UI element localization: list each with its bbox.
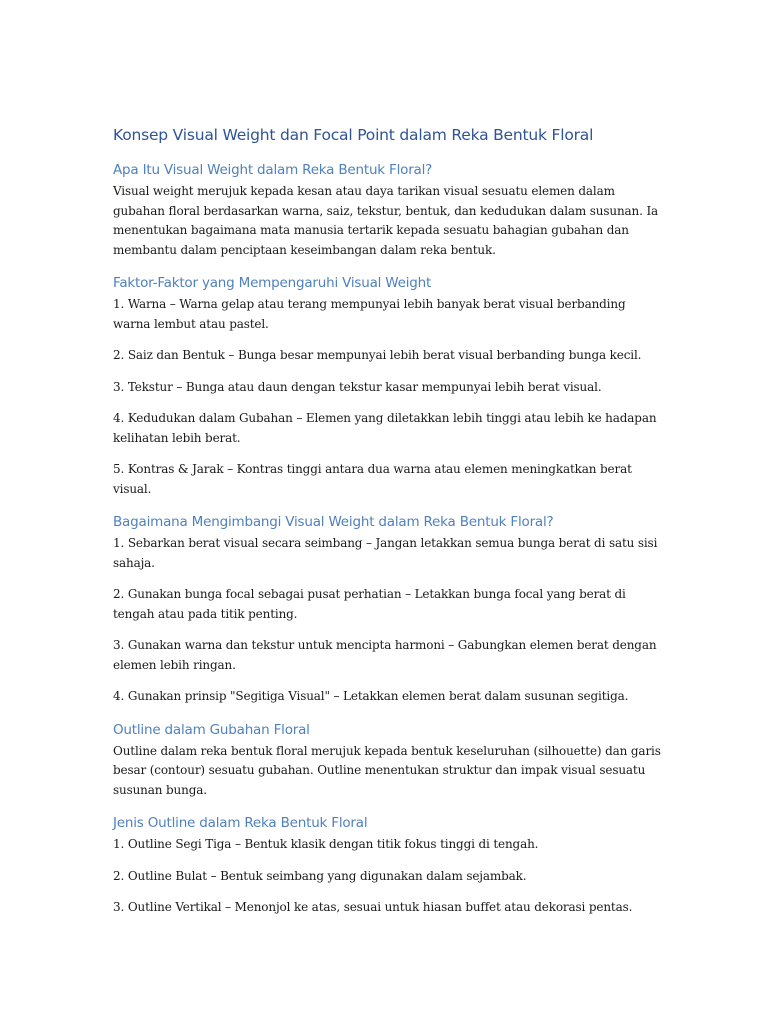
section-visual-weight-definition [113, 160, 661, 260]
section-outline-types [113, 813, 661, 918]
list-item: 5. Kontras & Jarak – Kontras tinggi antara dua warna atau elemen meningkatkan berat visual. [113, 462, 632, 496]
list-item: 2. Saiz dan Bentuk – Bunga besar mempunyai lebih berat visual berbanding bunga kecil. [113, 348, 642, 362]
section-balancing [113, 512, 661, 707]
document-title: Konsep Visual Weight dan Focal Point dalam Reka Bentuk Floral [113, 126, 594, 144]
list-item: 2. Outline Bulat – Bentuk seimbang yang digunakan dalam sejambak. [113, 868, 527, 883]
section-factors [113, 273, 661, 499]
list-item: 3. Outline Vertikal – Menonjol ke atas, sesuai untuk hiasan buffet atau dekorasi pentas. [113, 900, 633, 914]
paragraph: Visual weight merujuk kepada kesan atau daya tarikan visual sesuatu elemen dalam gubahan floral berdasarkan warna, saiz, tekstur, bentuk, dan kedudukan dalam susunan. Ia menentukan bagaimana mata manusia tertarik kepada sesuatu bahagian gubahan dan membantu dalam penciptaan keseimbangan dalam reka bentuk. [113, 184, 659, 257]
section-heading: Faktor-Faktor yang Mempengaruhi Visual Weight [113, 275, 432, 291]
section-heading: Bagaimana Mengimbangi Visual Weight dalam Reka Bentuk Floral? [113, 514, 554, 530]
list-item: 3. Tekstur – Bunga atau daun dengan tekstur kasar mempunyai lebih berat visual. [113, 379, 602, 394]
list-item: 3. Gunakan warna dan tekstur untuk mencipta harmoni – Gabungkan elemen berat dengan elemen lebih ringan. [113, 638, 657, 672]
list-item: 2. Gunakan bunga focal sebagai pusat perhatian – Letakkan bunga focal yang berat di tengah atau pada titik penting. [113, 587, 626, 621]
document-page [113, 124, 661, 931]
list-item: 4. Gunakan prinsip "Segitiga Visual" – Letakkan elemen berat dalam susunan segitiga. [113, 689, 629, 703]
list-item: 1. Sebarkan berat visual secara seimbang – Jangan letakkan semua bunga berat di satu sisi sahaja. [113, 536, 658, 570]
list-item: 1. Outline Segi Tiga – Bentuk klasik dengan titik fokus tinggi di tengah. [113, 837, 539, 851]
paragraph: Outline dalam reka bentuk floral merujuk kepada bentuk keseluruhan (silhouette) dan garis besar (contour) sesuatu gubahan. Outline menentukan struktur dan impak visual sesuatu susunan bunga. [113, 743, 661, 797]
section-heading: Apa Itu Visual Weight dalam Reka Bentuk Floral? [113, 162, 433, 178]
section-heading: Outline dalam Gubahan Floral [113, 721, 310, 738]
list-item: 4. Kedudukan dalam Gubahan – Elemen yang diletakkan lebih tinggi atau lebih ke hadapan kelihatan lebih berat. [113, 411, 657, 445]
section-heading: Jenis Outline dalam Reka Bentuk Floral [113, 815, 368, 831]
list-item: 1. Warna – Warna gelap atau terang mempunyai lebih banyak berat visual berbanding warna lembut atau pastel. [113, 297, 626, 331]
section-outline [113, 720, 661, 801]
